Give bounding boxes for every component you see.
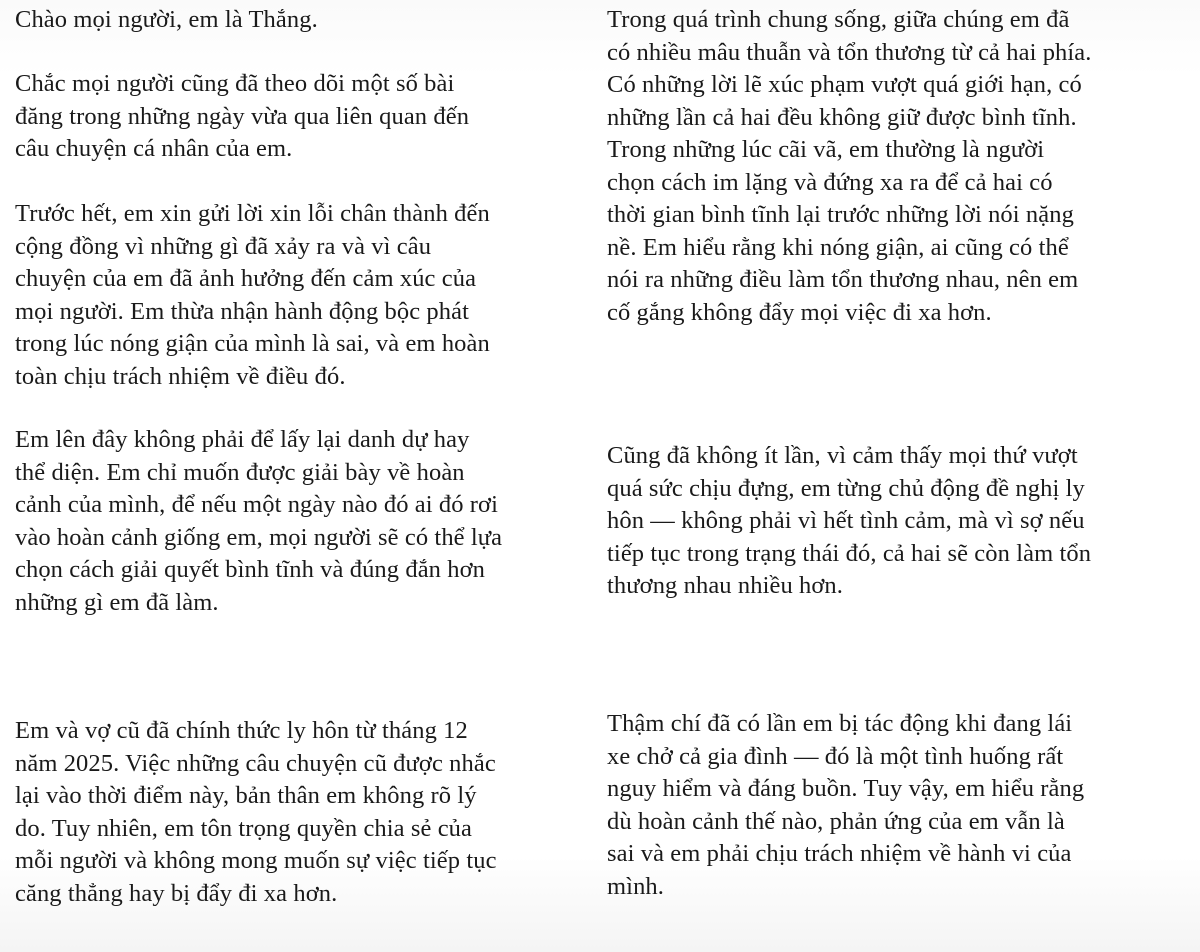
paragraph-previous-posts: Chắc mọi người cũng đã theo dõi một số bài đăng trong những ngày vừa qua liên quan đến câu chuyện cá nhân của em. [15, 70, 470, 162]
paragraph-purpose: Em lên đây không phải để lấy lại danh dự hay thể diện. Em chỉ muốn được giải bày về hoàn cảnh của mình, để nếu một ngày nào đó ai đó rơi vào hoàn cảnh giống em, mọi người sẽ có thể lựa chọn cách giải quyết bình tĩnh và đúng đắn hơn những gì em đã làm. [15, 426, 503, 616]
paragraph-driving-incident: Thậm chí đã có lần em bị tác động khi đang lái xe chở cả gia đình — đó là một tình huống rất nguy hiểm và đáng buồn. Tuy vậy, em hiểu rằng dù hoàn cảnh thế nào, phản ứng của em vẫn là sai và em phải chịu trách nhiệm về hành vi của mình. [607, 710, 1085, 900]
paragraph-apology: Trước hết, em xin gửi lời xin lỗi chân thành đến cộng đồng vì những gì đã xảy ra và vì câu chuyện của em đã ảnh hưởng đến cảm xúc của mọi người. Em thừa nhận hành động bộc phát trong lúc nóng giận của mình là sai, và em hoàn toàn chịu trách nhiệm về điều đó. [15, 200, 490, 390]
paragraph-divorce: Em và vợ cũ đã chính thức ly hôn từ tháng 12 năm 2025. Việc những câu chuyện cũ được nhắc lại vào thời điểm này, bản thân em không rõ lý do. Tuy nhiên, em tôn trọng quyền chia sẻ của mỗi người và không mong muốn sự việc tiếp tục căng thẳng hay bị đẩy đi xa hơn. [15, 717, 497, 907]
greeting-line: Chào mọi người, em là Thắng. [15, 6, 318, 33]
paragraph-divorce-proposals: Cũng đã không ít lần, vì cảm thấy mọi thứ vượt quá sức chịu đựng, em từng chủ động đề nghị ly hôn — không phải vì hết tình cảm, mà vì sợ nếu tiếp tục trong trạng thái đó, cả hai sẽ còn làm tổn thương nhau nhiều hơn. [607, 442, 1092, 599]
paragraph-conflicts: Trong quá trình chung sống, giữa chúng em đã có nhiều mâu thuẫn và tổn thương từ cả hai phía. Có những lời lẽ xúc phạm vượt quá giới hạn, có những lần cả hai đều không giữ được bình tĩnh. Trong những lúc cãi vã, em thường là người chọn cách im lặng và đứng xa ra để cả hai có thời gian bình tĩnh lại trước những lời nói nặng nề. Em hiểu rằng khi nóng giận, ai cũng có thể nói ra những điều làm tổn thương nhau, nên em cố gắng không đẩy mọi việc đi xa hơn. [607, 6, 1092, 326]
